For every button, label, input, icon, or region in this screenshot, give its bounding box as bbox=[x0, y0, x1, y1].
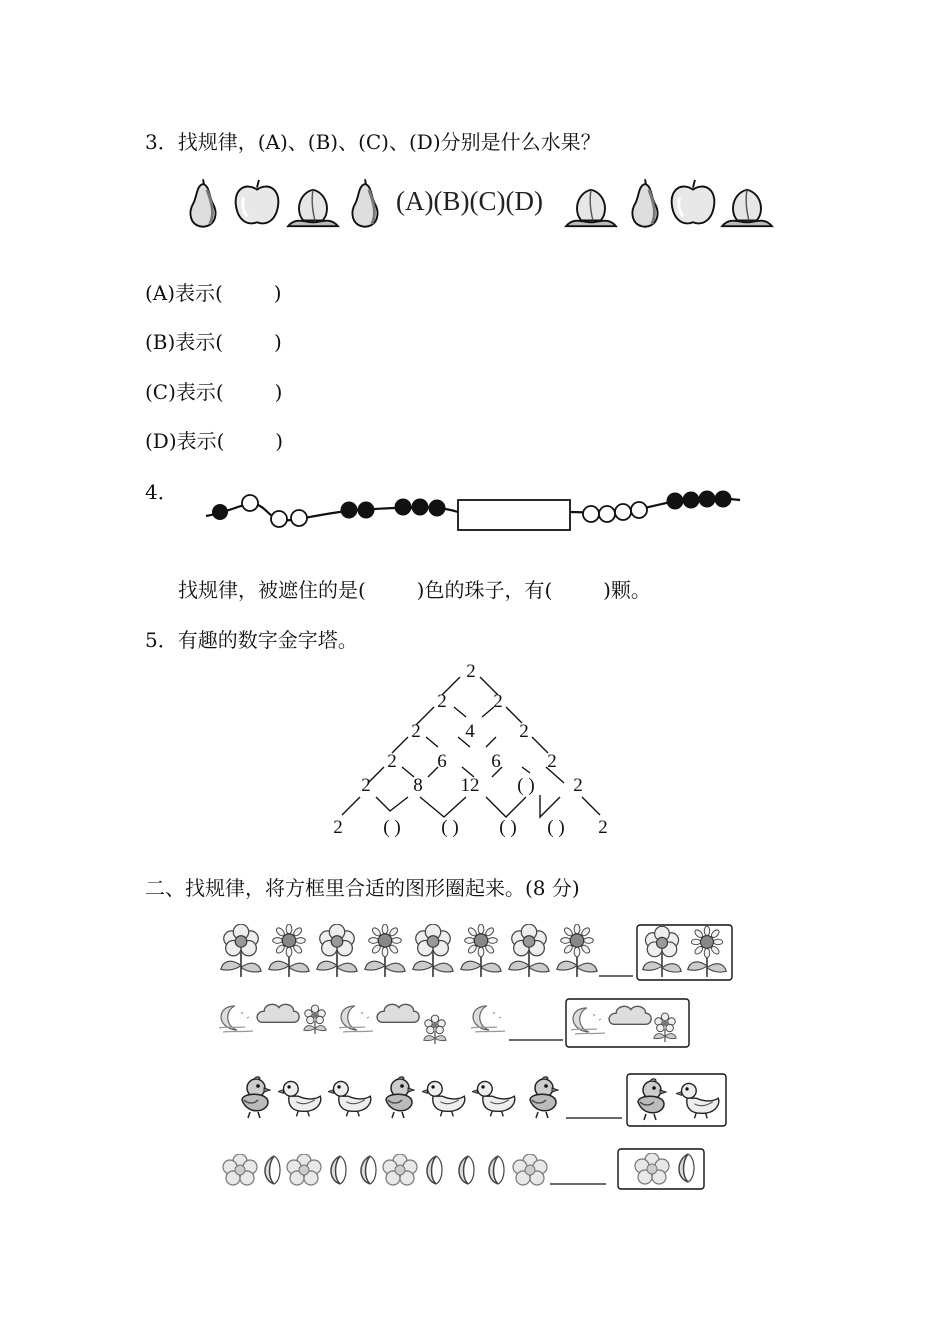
flower-icon[interactable] bbox=[643, 926, 682, 977]
white-bead bbox=[271, 511, 287, 527]
flower-icon bbox=[287, 1154, 321, 1185]
black-bead bbox=[667, 493, 684, 510]
pear-icon bbox=[190, 179, 215, 227]
apple-icon bbox=[672, 180, 715, 223]
moon-icon bbox=[471, 1006, 505, 1032]
pyramid-blank[interactable]: ( ) bbox=[383, 817, 401, 838]
sunflower-icon bbox=[269, 924, 309, 977]
pattern-row-2 bbox=[215, 996, 695, 1052]
sunflower-icon[interactable] bbox=[688, 926, 727, 977]
bead-string bbox=[200, 490, 760, 540]
cloud-icon[interactable] bbox=[609, 1006, 651, 1024]
moon-icon bbox=[459, 1156, 474, 1184]
black-bead bbox=[412, 499, 429, 516]
duck-icon bbox=[278, 1081, 321, 1116]
black-bead bbox=[699, 491, 716, 508]
flower-icon[interactable] bbox=[635, 1153, 669, 1184]
pyramid-cell: 6 bbox=[437, 751, 447, 772]
pear-icon bbox=[632, 179, 657, 227]
moon-icon bbox=[339, 1006, 373, 1032]
pyramid-cell: 4 bbox=[465, 721, 475, 742]
duck-icon bbox=[422, 1081, 465, 1116]
moon-icon[interactable] bbox=[679, 1154, 694, 1182]
black-bead bbox=[715, 491, 732, 508]
flower-icon bbox=[424, 1015, 446, 1044]
white-bead bbox=[583, 506, 599, 522]
pyramid-cell: 2 bbox=[493, 691, 503, 712]
white-bead bbox=[242, 495, 258, 511]
peach-icon bbox=[288, 190, 338, 226]
flower-icon bbox=[509, 924, 549, 977]
chick-icon bbox=[242, 1077, 270, 1118]
moon-icon bbox=[427, 1156, 442, 1184]
pattern-row-4 bbox=[220, 1146, 710, 1192]
pyramid-blank[interactable]: ( ) bbox=[499, 817, 517, 838]
number-pyramid bbox=[320, 655, 620, 838]
flower-icon bbox=[513, 1154, 547, 1185]
chick-icon[interactable] bbox=[638, 1079, 666, 1120]
pyramid-cell: 2 bbox=[437, 691, 447, 712]
chick-icon bbox=[386, 1077, 414, 1118]
pattern-row-3 bbox=[230, 1070, 730, 1130]
black-bead bbox=[212, 504, 228, 520]
duck-icon bbox=[328, 1081, 371, 1116]
moon-icon[interactable] bbox=[571, 1008, 605, 1034]
white-bead bbox=[599, 506, 615, 522]
q5-title: 5．有趣的数字金字塔。 bbox=[145, 628, 358, 652]
pyramid-cell: 2 bbox=[387, 751, 397, 772]
pyramid-cell: 2 bbox=[466, 661, 476, 682]
q3-answer-d[interactable]: (D)表示( ) bbox=[145, 429, 284, 453]
black-bead bbox=[429, 500, 446, 517]
chick-icon bbox=[530, 1077, 558, 1118]
sunflower-icon bbox=[461, 924, 501, 977]
sunflower-icon bbox=[557, 924, 597, 977]
hidden-beads-box bbox=[458, 500, 570, 530]
flower-icon bbox=[304, 1005, 326, 1034]
pyramid-blank[interactable]: ( ) bbox=[547, 817, 565, 838]
moon-icon bbox=[331, 1156, 346, 1184]
peach-icon bbox=[722, 190, 772, 226]
pyramid-blank[interactable]: ( ) bbox=[441, 817, 459, 838]
flower-icon[interactable] bbox=[654, 1013, 676, 1042]
flower-icon bbox=[383, 1154, 417, 1185]
pyramid-cell: 2 bbox=[333, 817, 343, 838]
moon-icon bbox=[489, 1156, 504, 1184]
pyramid-cell: 2 bbox=[573, 775, 583, 796]
section2-title: 二、找规律，将方框里合适的图形圈起来。(8 分) bbox=[145, 876, 580, 900]
pyramid-cell: 8 bbox=[413, 775, 423, 796]
q4-question[interactable]: 找规律，被遮住的是( )色的珠子，有( )颗。 bbox=[178, 578, 651, 602]
q3-hidden-labels: (A)(B)(C)(D) bbox=[396, 186, 543, 216]
flower-icon bbox=[221, 924, 261, 977]
moon-icon bbox=[361, 1156, 376, 1184]
q3-title: 3．找规律，(A)、(B)、(C)、(D)分别是什么水果？ bbox=[145, 130, 601, 154]
duck-icon[interactable] bbox=[676, 1083, 719, 1118]
pyramid-cell: 2 bbox=[519, 721, 529, 742]
moon-icon bbox=[265, 1156, 280, 1184]
black-bead bbox=[683, 492, 700, 509]
pattern-row-1 bbox=[215, 922, 735, 984]
white-bead bbox=[291, 510, 307, 526]
white-bead bbox=[631, 502, 647, 518]
q4-number: 4． bbox=[145, 480, 178, 504]
pyramid-blank[interactable]: ( ) bbox=[517, 775, 535, 796]
duck-icon bbox=[472, 1081, 515, 1116]
flower-icon bbox=[413, 924, 453, 977]
pyramid-cell: 2 bbox=[411, 721, 421, 742]
cloud-icon bbox=[377, 1004, 419, 1022]
white-bead bbox=[615, 504, 631, 520]
apple-icon bbox=[236, 180, 279, 223]
cloud-icon bbox=[257, 1004, 299, 1022]
black-bead bbox=[395, 499, 412, 516]
moon-icon bbox=[219, 1006, 253, 1032]
black-bead bbox=[358, 502, 375, 519]
pyramid-cell: 12 bbox=[460, 775, 480, 796]
pyramid-cell: 2 bbox=[598, 817, 608, 838]
q3-answer-a[interactable]: (A)表示( ) bbox=[145, 281, 282, 305]
black-bead bbox=[341, 502, 358, 519]
flower-icon bbox=[223, 1154, 257, 1185]
pyramid-cell: 2 bbox=[547, 751, 557, 772]
q3-answer-c[interactable]: (C)表示( ) bbox=[145, 380, 283, 404]
peach-icon bbox=[566, 190, 616, 226]
q3-answer-b[interactable]: (B)表示( ) bbox=[145, 330, 282, 354]
pyramid-cell: 2 bbox=[361, 775, 371, 796]
pear-icon bbox=[352, 179, 377, 227]
pyramid-cell: 6 bbox=[491, 751, 501, 772]
flower-icon bbox=[317, 924, 357, 977]
sunflower-icon bbox=[365, 924, 405, 977]
